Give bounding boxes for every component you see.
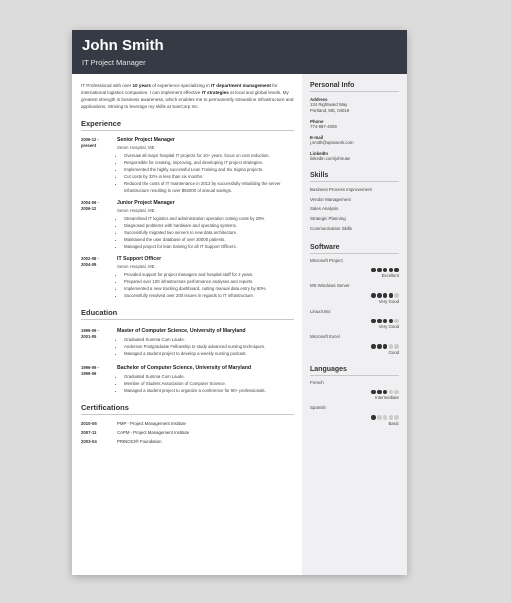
entry-dates bbox=[81, 137, 117, 194]
main-column bbox=[72, 74, 302, 575]
date-line: 2002-08 - bbox=[81, 256, 99, 261]
bullet-list bbox=[117, 152, 294, 194]
cert-name: PMP - Project Management Institute bbox=[117, 421, 186, 426]
entry-details bbox=[117, 365, 294, 394]
bullet-item: • Prepared over 100 infrastructure performance analyses and reports. bbox=[124, 278, 294, 285]
entry-details bbox=[117, 137, 294, 194]
entry-dates bbox=[81, 328, 117, 357]
bullet-item: • Implemented a new tracking dashboard, cutting manual data entry by 80%. bbox=[124, 285, 294, 292]
skills-heading: Skills bbox=[310, 172, 399, 182]
bullet-list bbox=[117, 215, 294, 250]
entry-details bbox=[117, 256, 294, 299]
cert-row bbox=[81, 437, 294, 446]
bullet-item: • Streamlined IT logistics and administration operation cutting costs by 29% bbox=[124, 215, 294, 222]
rated-item-name: French bbox=[310, 379, 324, 385]
rating-dots bbox=[310, 319, 399, 324]
skill-item: Communication Skills bbox=[310, 225, 352, 231]
rating-label: Very Good bbox=[378, 324, 399, 330]
rating-dot-icon bbox=[394, 415, 399, 420]
rated-item bbox=[310, 334, 399, 356]
entry bbox=[81, 200, 294, 250]
bullet-list bbox=[117, 373, 294, 394]
entry-details bbox=[117, 200, 294, 250]
bullet-item: • Managed a student project to develop a weekly nursing podcast. bbox=[124, 350, 294, 357]
rating-dot-icon bbox=[371, 293, 376, 298]
education-list bbox=[81, 328, 294, 394]
rating-dots bbox=[310, 390, 399, 395]
entry-role: Master of Computer Science, University of Maryland bbox=[117, 328, 246, 334]
linkedin-label: LinkedIn bbox=[310, 151, 329, 156]
candidate-title: IT Project Manager bbox=[82, 58, 146, 67]
rated-item-name: Microsoft Excel bbox=[310, 334, 340, 340]
rating-dot-icon bbox=[383, 319, 388, 324]
bullet-list bbox=[117, 271, 294, 299]
rating-dot-icon bbox=[383, 344, 388, 349]
phone-label: Phone bbox=[310, 119, 324, 124]
software-heading: Software bbox=[310, 244, 399, 254]
rating-dots bbox=[310, 293, 399, 298]
entry bbox=[81, 256, 294, 299]
cert-name: PRINCE2® Foundation bbox=[117, 439, 162, 444]
bullet-item: • Member of Student Association of Computer Science. bbox=[124, 380, 294, 387]
date-line: 2001-05 bbox=[81, 334, 97, 340]
rating-dot-icon bbox=[389, 268, 394, 273]
address-line-2: Portland, ME, 04019 bbox=[310, 108, 350, 113]
experience-list bbox=[81, 137, 294, 299]
languages-list bbox=[310, 380, 399, 427]
rated-item bbox=[310, 258, 399, 280]
rating-dots bbox=[310, 268, 399, 273]
rating-dots bbox=[310, 344, 399, 349]
entry-org: Seton Hospital, ME bbox=[117, 208, 155, 213]
education-heading: Education bbox=[81, 308, 294, 320]
cert-date: 2010-05 bbox=[81, 421, 97, 426]
bullet-item: • Oversaw all major hospital IT projects for 10+ years, focus on cost reduction. bbox=[124, 152, 294, 159]
address-line-1: 134 Rightward Way bbox=[310, 102, 348, 107]
bullet-list bbox=[117, 336, 294, 357]
skills-list bbox=[310, 186, 399, 234]
rating-dot-icon bbox=[383, 390, 388, 395]
bullet-item: • Maintained the user database of over 30000 patients. bbox=[124, 236, 294, 243]
date-line: 2006-12 bbox=[81, 206, 97, 212]
cert-date: 2007-11 bbox=[81, 430, 97, 435]
entry-role: IT Support Officer bbox=[117, 256, 162, 262]
bullet-item: • Successfully resolved over 200 issues in regards to IT infrastructure. bbox=[124, 292, 294, 299]
bullet-item: • Graduated Summa Cum Laude. bbox=[124, 373, 294, 380]
date-line: 1999-06 bbox=[81, 371, 97, 377]
skill-item: Strategic Planning bbox=[310, 216, 346, 222]
resume-page bbox=[72, 30, 407, 575]
rating-label: Intermediate bbox=[375, 395, 399, 401]
cert-row bbox=[81, 419, 294, 428]
rating-dot-icon bbox=[394, 293, 399, 298]
bullet-item: • Implemented the highly successful Lean Training and Six Sigma projects. bbox=[124, 166, 294, 173]
linkedin-value[interactable]: linkedin.com/johnutw bbox=[310, 156, 350, 161]
bullet-item: • Reduced the costs of IT maintenance in 2013 by successfully rebuilding the server infrastructure resulting in over $92000 of annual savings. bbox=[124, 180, 294, 194]
rated-item-name: Spanish bbox=[310, 405, 326, 411]
resume-header bbox=[72, 30, 407, 74]
phone-value: 774-987-4009 bbox=[310, 124, 337, 129]
rating-dot-icon bbox=[394, 319, 399, 324]
rated-item bbox=[310, 380, 399, 402]
rating-dot-icon bbox=[389, 415, 394, 420]
bullet-item: • Anderson Postgraduate Fellowship to study advanced nursing techniques. bbox=[124, 343, 294, 350]
skill-item: Business Process Improvement bbox=[310, 187, 372, 192]
date-line: 1999-09 - bbox=[81, 328, 99, 333]
bullet-item: • Provided support for project managers and hospital staff for 2 years. bbox=[124, 271, 294, 278]
entry bbox=[81, 365, 294, 394]
entry-org: Seton Hospital, ME bbox=[117, 145, 155, 150]
rating-dot-icon bbox=[377, 344, 382, 349]
bullet-item: • Successfully migrated two servers to new data architecture. bbox=[124, 229, 294, 236]
rating-dot-icon bbox=[389, 390, 394, 395]
skill-item: Vendor Management bbox=[310, 196, 351, 202]
rating-dot-icon bbox=[377, 415, 382, 420]
rated-item bbox=[310, 405, 399, 427]
rating-dot-icon bbox=[389, 319, 394, 324]
rating-dot-icon bbox=[371, 390, 376, 395]
candidate-name: John Smith bbox=[82, 37, 164, 54]
rating-label: Basic bbox=[388, 421, 399, 427]
rating-dot-icon bbox=[377, 319, 382, 324]
date-line: 1996-09 - bbox=[81, 365, 99, 370]
email-label: E-mail bbox=[310, 135, 324, 140]
entry-dates bbox=[81, 365, 117, 394]
entry-role: Junior Project Manager bbox=[117, 200, 175, 206]
rating-dot-icon bbox=[383, 415, 388, 420]
rating-label: Very Good bbox=[378, 298, 399, 304]
cert-date: 2003-04 bbox=[81, 439, 97, 444]
rated-item-name: Linux/Unix bbox=[310, 308, 331, 314]
rating-label: Good bbox=[388, 349, 399, 355]
entry-org: Seton Hospital, ME bbox=[117, 264, 155, 269]
sidebar bbox=[302, 74, 407, 575]
email-value[interactable]: j.smith@uptowork.com bbox=[310, 140, 354, 145]
rating-dot-icon bbox=[371, 319, 376, 324]
rating-dot-icon bbox=[371, 268, 376, 273]
rated-item-name: Microsoft Project bbox=[310, 257, 343, 263]
bullet-item: • Managed project for lean training for all IT Support Officers. bbox=[124, 243, 294, 250]
entry-dates bbox=[81, 200, 117, 250]
rated-item bbox=[310, 283, 399, 305]
rating-dots bbox=[310, 415, 399, 420]
rating-dot-icon bbox=[377, 268, 382, 273]
rating-dot-icon bbox=[389, 344, 394, 349]
certifications-list bbox=[81, 419, 294, 446]
rating-dot-icon bbox=[389, 293, 394, 298]
languages-heading: Languages bbox=[310, 366, 399, 376]
bullet-item: • Cut costs by 32% in less than six months. bbox=[124, 173, 294, 180]
rating-dot-icon bbox=[394, 344, 399, 349]
summary: IT Professional with over 10 years of experience specializing in IT department management for international logistics companies. I can implement effective IT strategies at local and global levels. My greatest strength is business awareness, which enables me to permanently streamline infrastructure and applications. Striving to leverage my skills at SanCorp Inc. bbox=[81, 83, 294, 109]
date-line: 2006-12 - bbox=[81, 137, 99, 142]
bullet-item: • Responsible for creating, improving, and developing IT project strategies. bbox=[124, 159, 294, 166]
cert-row bbox=[81, 428, 294, 437]
certifications-heading: Certifications bbox=[81, 403, 294, 415]
bullet-item: • Managed a student project to organize a conference for 90+ professionals. bbox=[124, 387, 294, 394]
rating-dot-icon bbox=[371, 415, 376, 420]
personal-info-heading: Personal Info bbox=[310, 82, 399, 92]
rated-item-name: MS Windows Server bbox=[310, 283, 350, 289]
bullet-item: • Diagnosed problems with hardware and operating systems. bbox=[124, 222, 294, 229]
skill-item: Sales Analysis bbox=[310, 206, 339, 212]
entry bbox=[81, 137, 294, 194]
rating-dot-icon bbox=[371, 344, 376, 349]
rated-item bbox=[310, 309, 399, 331]
entry-role: Bachelor of Computer Science, University of Maryland bbox=[117, 365, 252, 371]
entry bbox=[81, 328, 294, 357]
rating-dot-icon bbox=[394, 268, 399, 273]
entry-role: Senior Project Manager bbox=[117, 137, 175, 143]
address-label: Address bbox=[310, 97, 328, 102]
rating-dot-icon bbox=[383, 293, 388, 298]
rating-dot-icon bbox=[377, 390, 382, 395]
rating-dot-icon bbox=[394, 390, 399, 395]
entry-dates bbox=[81, 256, 117, 299]
bullet-item: • Graduated Summa Cum Laude. bbox=[124, 336, 294, 343]
software-list bbox=[310, 258, 399, 356]
date-line: present bbox=[81, 143, 97, 149]
entry-details bbox=[117, 328, 294, 357]
date-line: 2004-09 - bbox=[81, 200, 99, 205]
rating-dot-icon bbox=[383, 268, 388, 273]
rating-dot-icon bbox=[377, 293, 382, 298]
experience-heading: Experience bbox=[81, 119, 294, 131]
date-line: 2004-09 bbox=[81, 262, 97, 268]
cert-name: CAPM - Project Management Institute bbox=[117, 430, 190, 435]
rating-label: Excellent bbox=[381, 273, 399, 279]
